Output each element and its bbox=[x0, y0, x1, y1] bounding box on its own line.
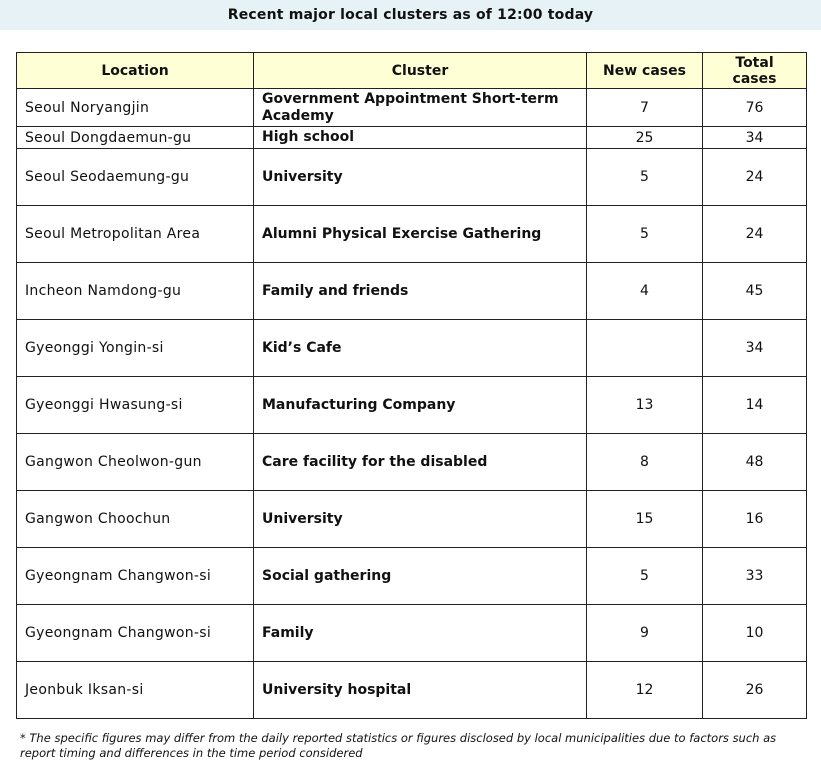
table-row bbox=[17, 491, 807, 548]
footnote: * The specific figures may differ from the daily reported statistics or figures disclosed by local municipalities due to factors such as report timing and differences in the time period considered bbox=[20, 731, 777, 760]
cluster-cell: University bbox=[254, 149, 587, 206]
cluster-cell: Government Appointment Short-term Academy bbox=[254, 89, 587, 127]
location-cell: Gangwon Cheolwon-gun bbox=[17, 434, 254, 491]
table-row bbox=[17, 434, 807, 491]
total-cases-cell: 45 bbox=[703, 263, 807, 320]
location-cell: Gangwon Choochun bbox=[17, 491, 254, 548]
cluster-cell: University bbox=[254, 491, 587, 548]
total-cases-cell: 24 bbox=[703, 149, 807, 206]
new-cases-cell: 4 bbox=[587, 263, 703, 320]
location-cell: Seoul Dongdaemun-gu bbox=[17, 127, 254, 149]
cluster-cell: Manufacturing Company bbox=[254, 377, 587, 434]
location-cell: Seoul Noryangjin bbox=[17, 89, 254, 127]
total-cases-cell: 14 bbox=[703, 377, 807, 434]
new-cases-cell: 25 bbox=[587, 127, 703, 149]
new-cases-cell: 7 bbox=[587, 89, 703, 127]
total-cases-cell: 24 bbox=[703, 206, 807, 263]
total-cases-cell: 10 bbox=[703, 605, 807, 662]
total-cases-cell: 16 bbox=[703, 491, 807, 548]
cluster-cell: Family bbox=[254, 605, 587, 662]
table-row bbox=[17, 149, 807, 206]
table-row bbox=[17, 320, 807, 377]
location-cell: Jeonbuk Iksan-si bbox=[17, 662, 254, 719]
total-cases-cell: 48 bbox=[703, 434, 807, 491]
location-cell: Gyeonggi Yongin-si bbox=[17, 320, 254, 377]
table-row bbox=[17, 605, 807, 662]
total-cases-cell: 26 bbox=[703, 662, 807, 719]
header-location: Location bbox=[17, 53, 254, 89]
cluster-cell: Alumni Physical Exercise Gathering bbox=[254, 206, 587, 263]
location-cell: Gyeongnam Changwon-si bbox=[17, 548, 254, 605]
table-row bbox=[17, 548, 807, 605]
location-cell: Gyeongnam Changwon-si bbox=[17, 605, 254, 662]
new-cases-cell bbox=[587, 320, 703, 377]
location-cell: Gyeonggi Hwasung-si bbox=[17, 377, 254, 434]
total-cases-cell: 33 bbox=[703, 548, 807, 605]
table-row bbox=[17, 662, 807, 719]
new-cases-cell: 13 bbox=[587, 377, 703, 434]
total-cases-cell: 34 bbox=[703, 127, 807, 149]
location-cell: Seoul Seodaemung-gu bbox=[17, 149, 254, 206]
new-cases-cell: 9 bbox=[587, 605, 703, 662]
cluster-cell: Care facility for the disabled bbox=[254, 434, 587, 491]
header-total-cases: Total cases bbox=[703, 53, 807, 89]
clusters-table bbox=[16, 52, 807, 719]
page-title: Recent major local clusters as of 12:00 today bbox=[0, 0, 821, 30]
new-cases-cell: 5 bbox=[587, 149, 703, 206]
table-row bbox=[17, 206, 807, 263]
new-cases-cell: 15 bbox=[587, 491, 703, 548]
cluster-cell: Social gathering bbox=[254, 548, 587, 605]
header-cluster: Cluster bbox=[254, 53, 587, 89]
cluster-cell: Family and friends bbox=[254, 263, 587, 320]
new-cases-cell: 8 bbox=[587, 434, 703, 491]
header-new-cases: New cases bbox=[587, 53, 703, 89]
new-cases-cell: 5 bbox=[587, 548, 703, 605]
table-row bbox=[17, 263, 807, 320]
cluster-cell: University hospital bbox=[254, 662, 587, 719]
table-header-row bbox=[17, 53, 807, 89]
new-cases-cell: 12 bbox=[587, 662, 703, 719]
table-row bbox=[17, 89, 807, 127]
cluster-cell: Kid’s Cafe bbox=[254, 320, 587, 377]
location-cell: Seoul Metropolitan Area bbox=[17, 206, 254, 263]
table-row bbox=[17, 127, 807, 149]
cluster-cell: High school bbox=[254, 127, 587, 149]
new-cases-cell: 5 bbox=[587, 206, 703, 263]
total-cases-cell: 34 bbox=[703, 320, 807, 377]
table-row bbox=[17, 377, 807, 434]
total-cases-cell: 76 bbox=[703, 89, 807, 127]
location-cell: Incheon Namdong-gu bbox=[17, 263, 254, 320]
